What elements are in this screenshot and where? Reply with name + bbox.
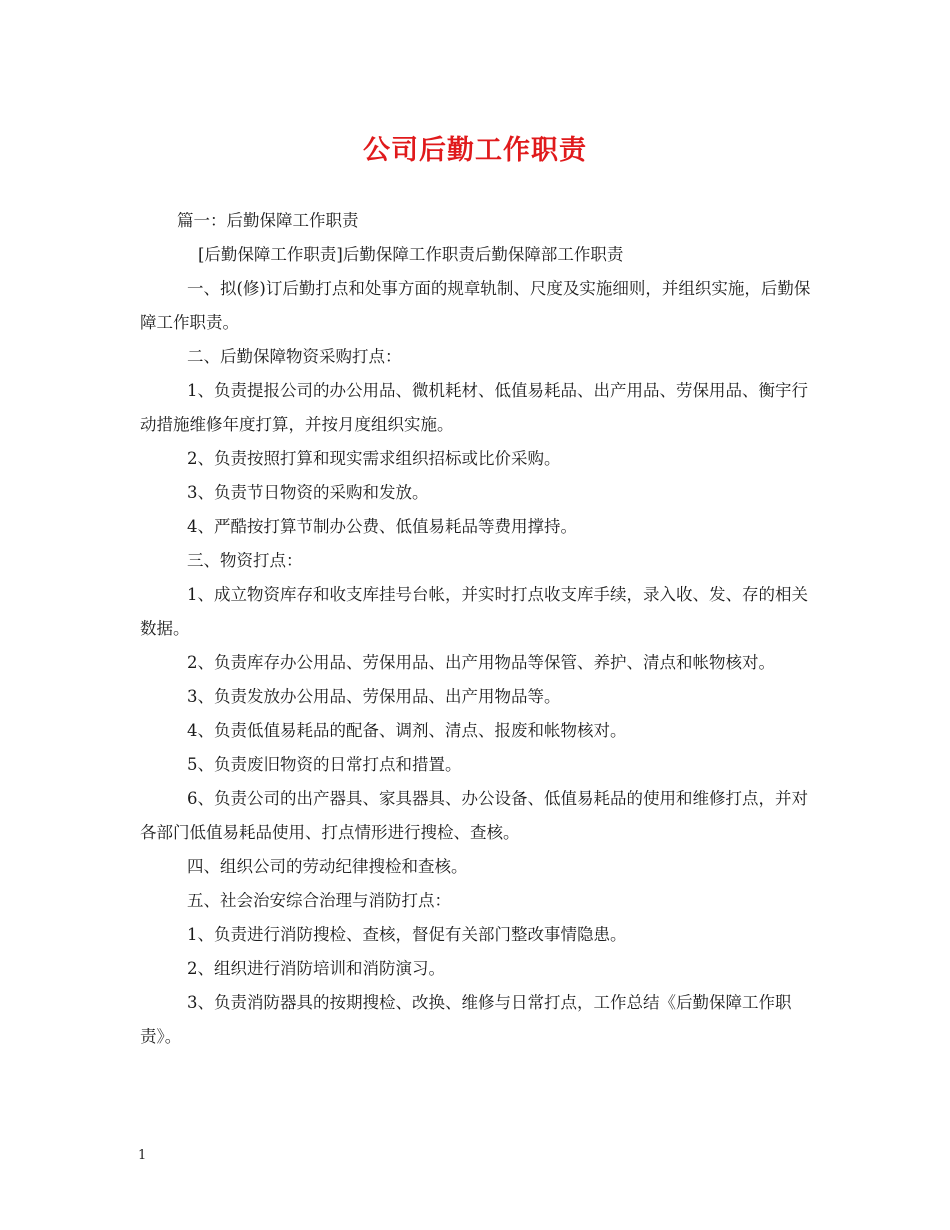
paragraph: 1、成立物资库存和收支库挂号台帐，并实时打点收支库手续，录入收、发、存的相关数据。	[140, 585, 808, 638]
document-title: 公司后勤工作职责	[363, 135, 587, 166]
page-number: 1	[138, 1148, 147, 1163]
paragraph: 5、负责废旧物资的日常打点和措置。	[187, 755, 462, 774]
paragraph: 1、负责提报公司的办公用品、微机耗材、低值易耗品、出产用品、劳保用品、衡宇行动措施维修年度打算，并按月度组织实施。	[140, 381, 808, 434]
paragraph: 2、负责库存办公用品、劳保用品、出产用物品等保管、养护、清点和帐物核对。	[187, 653, 775, 672]
document-body	[140, 204, 820, 1054]
paragraph: 2、负责按照打算和现实需求组织招标或比价采购。	[187, 449, 561, 468]
paragraph: 一、拟(修)订后勤打点和处事方面的规章轨制、尺度及实施细则，并组织实施，后勤保障工作职责。	[140, 279, 811, 332]
paragraph: 二、后勤保障物资采购打点：	[187, 347, 402, 366]
paragraph: 6、负责公司的出产器具、家具器具、办公设备、低值易耗品的使用和维修打点，并对各部门低值易耗品使用、打点情形进行搜检、查核。	[140, 789, 808, 842]
paragraph: 4、严酷按打算节制办公费、低值易耗品等费用撑持。	[187, 517, 577, 536]
paragraph: 3、负责节日物资的采购和发放。	[187, 483, 429, 502]
section-heading: 篇一：后勤保障工作职责	[177, 211, 359, 230]
paragraph: 4、负责低值易耗品的配备、调剂、清点、报废和帐物核对。	[187, 721, 627, 740]
paragraph: 3、负责消防器具的按期搜检、改换、维修与日常打点，工作总结《后勤保障工作职责》。	[140, 993, 792, 1046]
paragraph: 1、负责进行消防搜检、查核，督促有关部门整改事情隐患。	[187, 925, 627, 944]
paragraph: 2、组织进行消防培训和消防演习。	[187, 959, 445, 978]
paragraph: 三、物资打点：	[187, 551, 303, 570]
paragraph: 五、社会治安综合治理与消防打点：	[187, 891, 451, 910]
subtitle-line: [后勤保障工作职责]后勤保障工作职责后勤保障部工作职责	[198, 245, 624, 264]
paragraph: 四、组织公司的劳动纪律搜检和查核。	[187, 857, 468, 876]
paragraph: 3、负责发放办公用品、劳保用品、出产用物品等。	[187, 687, 561, 706]
